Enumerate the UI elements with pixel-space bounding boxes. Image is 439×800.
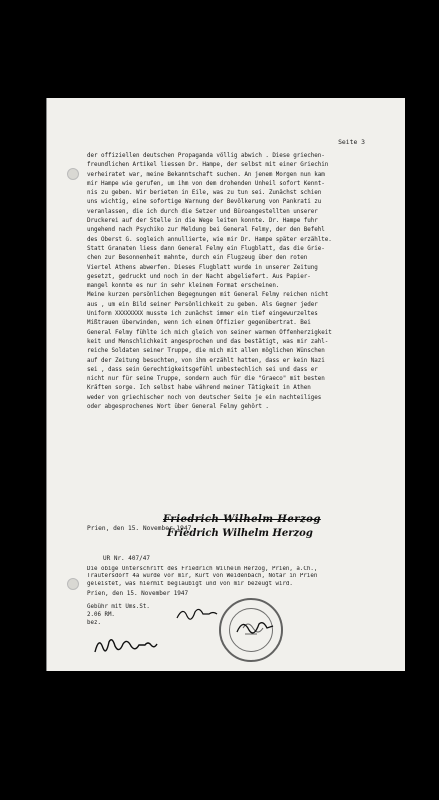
body-line: Druckerei auf der Stelle in die Wege leiten konnte. Dr. Hampe fuhr (87, 218, 318, 225)
body-line: Viertel Athens abwerfen. Dieses Flugblatt wurde in unserer Zeitung (87, 264, 318, 271)
cert-line: Trautersdorf 4a wurde vor mir, Kurt von Weidenbach, Notar in Prien (87, 573, 318, 580)
body-line: auf der Zeitung besuchten, von ihm erzählt hatten, dass er kein Nazi (87, 357, 325, 364)
body-line: der offiziellen deutschen Propaganda völlig abwich . Diese griechen- (87, 153, 325, 159)
punch-hole (67, 578, 79, 590)
body-line: nicht nur für seine Truppe, sondern auch für die "Graeco" mit besten (87, 376, 325, 383)
body-line: keit und Menschlichkeit angesprochen und das bestätigt, was mir zahl- (87, 338, 329, 345)
fee-line: bez. (87, 620, 101, 626)
document-page (46, 98, 405, 671)
body-line: aus , um ein Bild seiner Persönlichkeit zu geben. Als Gegner jeder (87, 301, 318, 308)
body-line: freundlichen Artikel liessen Dr. Hampe, der selbst mit einer Griechin (87, 162, 329, 169)
body-line: mir Hampe wie gerufen, um ihm von dem drohenden Unheil sofort Kennt- (87, 180, 325, 187)
body-line: ungehend nach Psychiko zur Meldung bei General Felmy, der den Befehl (87, 227, 325, 234)
body-line: Mißtrauen überwinden, wenn ich einem Offizier gegenübertrat. Bei (87, 320, 311, 327)
body-line: General Felmy fühlte ich mich gleich von seiner warmen Offenherzigkeit (87, 329, 332, 336)
register-number: UR Nr. 407/47 (103, 555, 150, 562)
body-line: Statt Granaten liess dann General Felmy ein Flugblatt, das die Grie- (87, 245, 325, 252)
fee-line: Gebühr mit Ums.St. (87, 604, 150, 610)
fee-initial-signature (175, 604, 225, 622)
body-line: uns wichtig, eine sofortige Warnung der Bevölkerung von Pankrati zu (87, 199, 322, 206)
notary-signature (93, 634, 163, 658)
handwritten-signature: Friedrich Wilhelm Herzog (167, 528, 313, 539)
body-line: des Oberst G. sogleich annullierte, wie mir Dr. Hampe später erzählte. (87, 236, 332, 243)
certification-date: Prien, den 15. November 1947 (87, 590, 189, 597)
body-line: oder abgesprochenes Wort über General Felmy gehört . (87, 404, 269, 411)
letter-body (87, 152, 397, 412)
closing-date: Prien, den 15. November 1947 (87, 525, 192, 532)
stamp-signature (235, 616, 275, 638)
punch-hole (67, 168, 79, 180)
body-line: Meine kurzen persönlichen Begegnungen mit General Felmy reichen nicht (87, 292, 329, 299)
body-line: mangel konnte es nur in sehr kleinem Format erscheinen. (87, 283, 280, 290)
cert-line: Die obige Unterschrift des Friedrich Wilhelm Herzog, Prien, a.Ch., (87, 566, 318, 572)
body-line: verheiratet war, meine Bekanntschaft suchen. An jenem Morgen nun kam (87, 171, 325, 178)
body-line: Kräften sorge. Ich selbst habe während meiner Tätigkeit in Athen (87, 385, 311, 392)
body-line: Uniform XXXXXXXX musste ich zunächst immer ein tief eingewurzeltes (87, 311, 318, 318)
body-line: nis zu geben. Wir berieten in Eile, was zu tun sei. Zunächst schien (87, 190, 322, 197)
cert-line: geleistet, was hiermit beglaubigt und von mir bezeugt wird. (87, 580, 293, 587)
struck-signature: Friedrich Wilhelm Herzog (163, 514, 321, 525)
body-line: veranlassen, die ich durch die Setzer und Büroangestellten unserer (87, 208, 318, 215)
body-line: sei , dass sein Gerechtigkeitsgefühl unbestechlich sei und dass er (87, 366, 318, 373)
body-line: weder von griechischer noch von deutscher Seite je ein nachteiliges (87, 394, 322, 401)
body-line: chen zur Besonnenheit mahnte, durch ein Flugzeug über den roten (87, 255, 308, 262)
body-line: reiche Soldaten seiner Truppe, die mich mit allen möglichen Wünschen (87, 348, 325, 355)
page-number: Seite 3 (338, 138, 365, 146)
notary-certification (87, 566, 397, 588)
body-line: gesetzt, gedruckt und noch in der Nacht abgeliefert. Aus Papier- (87, 273, 311, 280)
fee-line: 2.06 RM. (87, 612, 115, 618)
